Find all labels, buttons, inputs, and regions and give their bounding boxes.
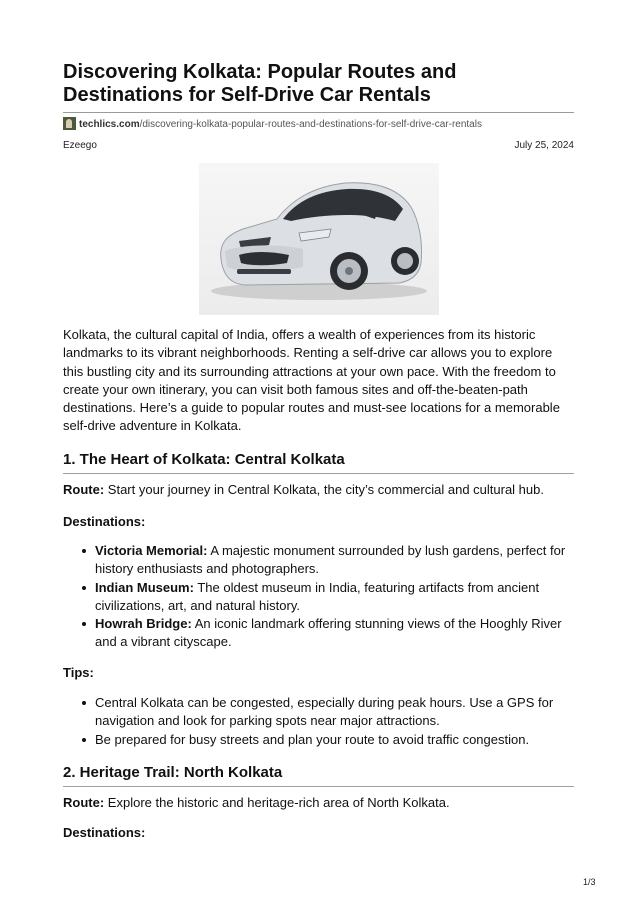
destinations-label: Destinations: [63, 514, 146, 529]
destination-description: A majestic monument surrounded by lush gardens, perfect for history enthusiasts and photographers. [95, 543, 566, 577]
list-item [95, 542, 574, 579]
destination-description: An iconic landmark offering stunning views of the Hooghly River and a vibrant cityscape. [95, 616, 562, 650]
source-path[interactable]: /discovering-kolkata-popular-routes-and-destinations-for-self-drive-car-rentals [139, 119, 482, 130]
route-text: Start your journey in Central Kolkata, the city’s commercial and cultural hub. [107, 482, 544, 497]
list-item [95, 615, 574, 652]
destination-name: Indian Museum: [95, 579, 194, 595]
section-heading: 2. Heritage Trail: North Kolkata [63, 764, 283, 781]
section-divider [63, 786, 574, 787]
destinations-label: Destinations: [63, 825, 146, 840]
list-item: Central Kolkata can be congested, especially during peak hours. Use a GPS for navigation and look for parking spots near major attractions. [95, 694, 574, 731]
section-heading: 1. The Heart of Kolkata: Central Kolkata [63, 451, 345, 468]
tips-list [63, 694, 574, 749]
route-text: Explore the historic and heritage-rich area of North Kolkata. [107, 795, 450, 810]
route-line [63, 481, 574, 499]
title-divider [63, 112, 574, 113]
tips-label: Tips: [63, 665, 94, 680]
hero-car-image [199, 163, 439, 315]
intro-paragraph: Kolkata, the cultural capital of India, offers a wealth of experiences from its historic landmarks to its vibrant neighborhoods. Renting a self-drive car allows you to explore this bustling city and its surrounding attractions at your own pace. With the freedom to create your own itinerary, you can visit both famous sites and off-the-beaten-path destinations. Here’s a guide to popular routes and must-see locations for a memorable self-drive adventure in Kolkata. [63, 327, 560, 434]
section-divider [63, 473, 574, 474]
route-label: Route: [63, 795, 105, 810]
destination-name: Victoria Memorial: [95, 543, 208, 558]
destinations-list [63, 542, 574, 652]
car-illustration [199, 163, 439, 315]
author: Ezeego [63, 140, 97, 151]
article-meta [63, 139, 574, 152]
page-number: 1/3 [583, 877, 596, 887]
list-item: Be prepared for busy streets and plan your route to avoid traffic congestion. [95, 731, 574, 749]
route-line [63, 794, 574, 812]
article-title: Discovering Kolkata: Popular Routes and Destinations for Self-Drive Car Rentals [63, 61, 457, 106]
site-favicon-icon [63, 117, 76, 130]
list-item [95, 579, 574, 616]
publish-date: July 25, 2024 [514, 140, 574, 151]
source-domain[interactable]: techlics.com [79, 119, 140, 130]
source-line[interactable] [63, 117, 574, 131]
route-label: Route: [63, 482, 105, 497]
destination-description: The oldest museum in India, featuring artifacts from ancient civilizations, art, and natural history. [95, 579, 540, 613]
destination-name: Howrah Bridge: [95, 616, 192, 632]
